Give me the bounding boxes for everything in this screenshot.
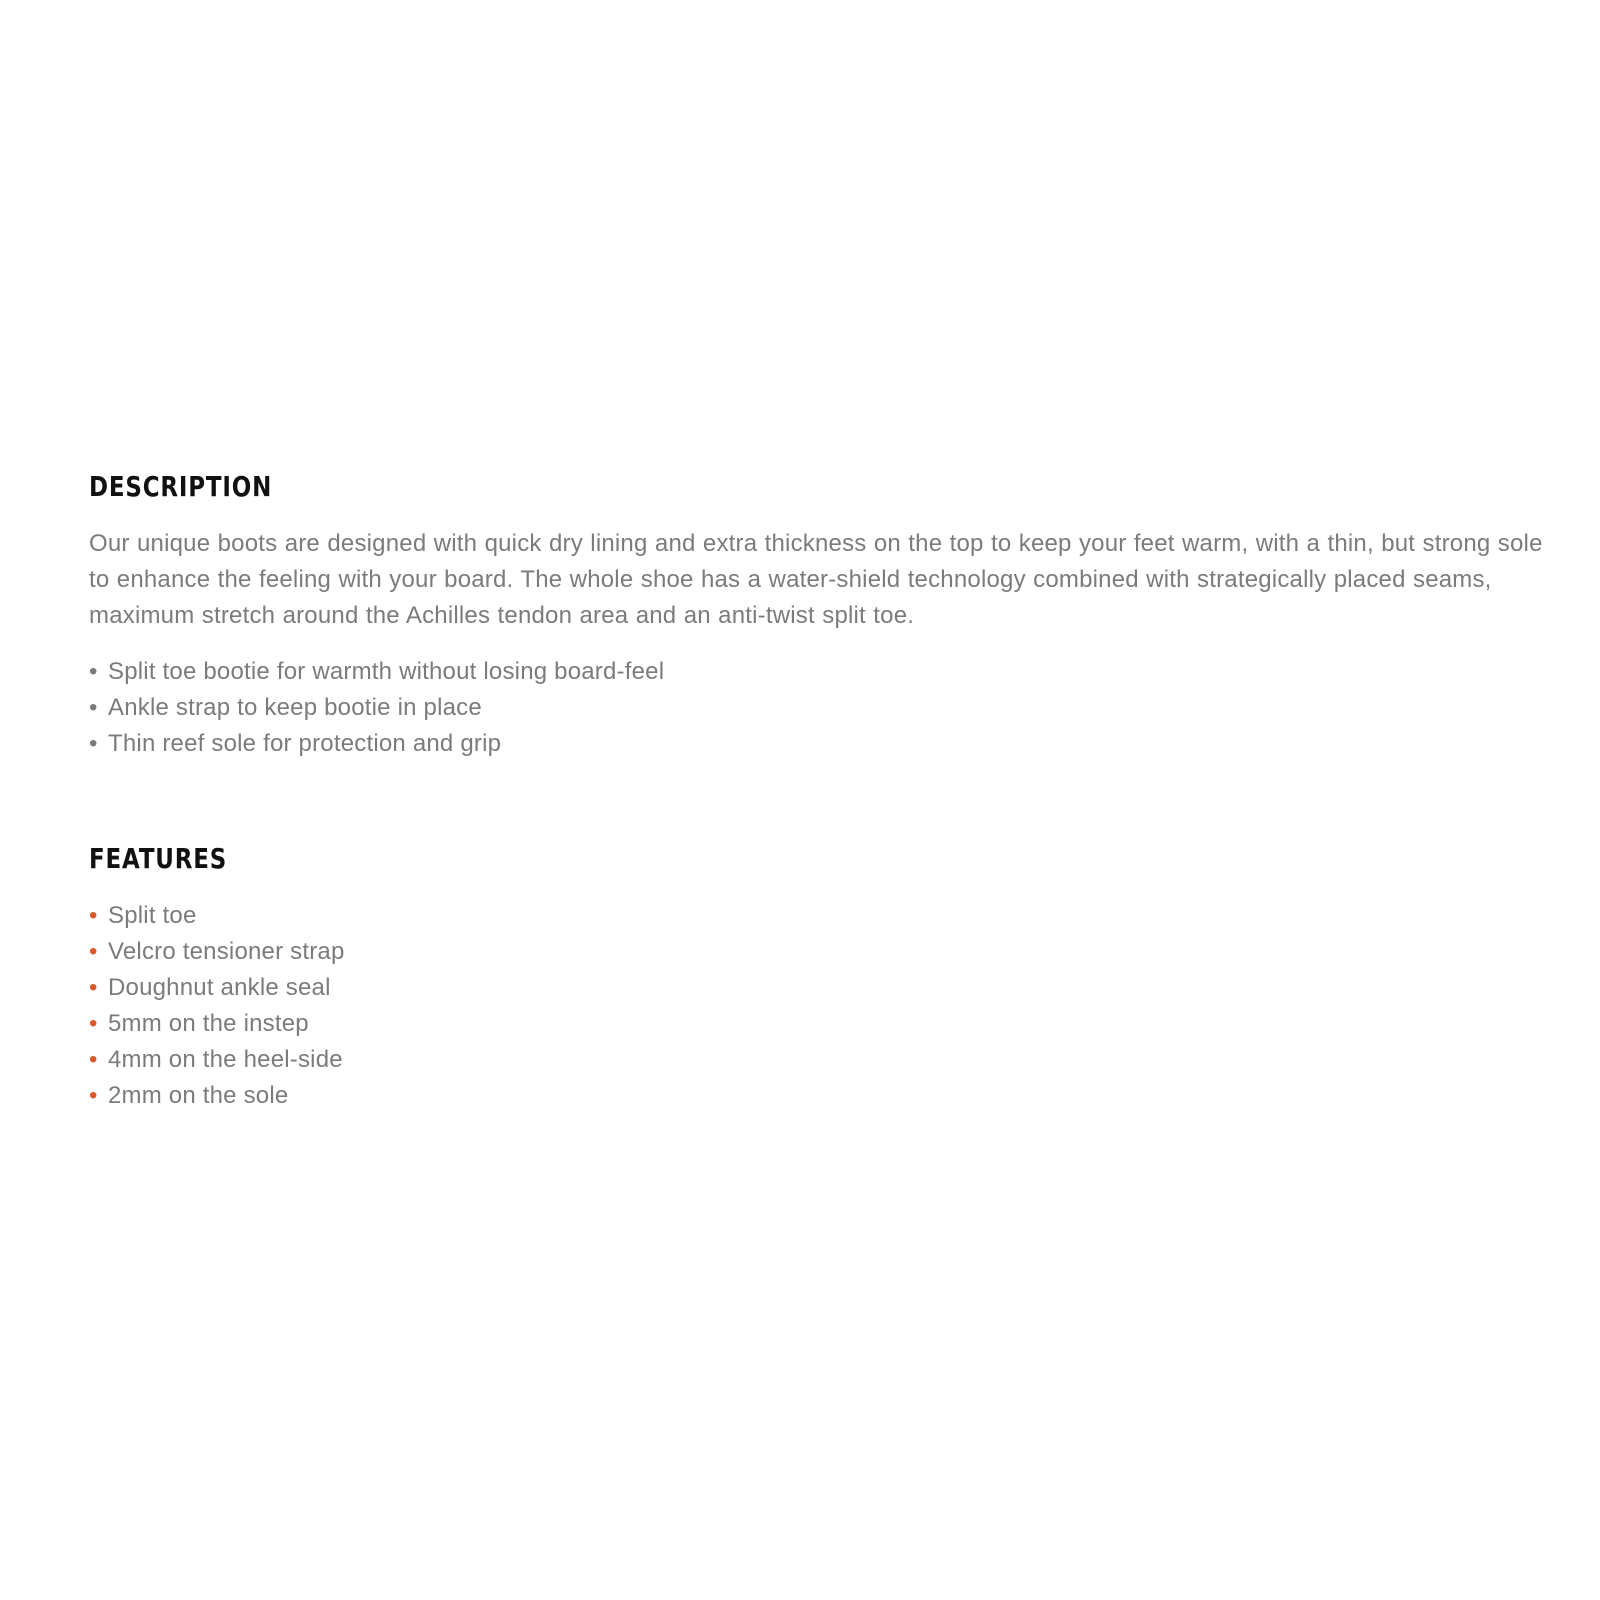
list-item-text: Thin reef sole for protection and grip: [108, 730, 502, 757]
list-item: [89, 898, 1559, 934]
bullet-icon: •: [89, 694, 98, 721]
features-list: [89, 898, 1559, 1114]
list-item: [89, 726, 1559, 762]
list-item-text: Ankle strap to keep bootie in place: [108, 694, 482, 721]
list-item-text: 5mm on the instep: [108, 1010, 309, 1037]
description-paragraph: Our unique boots are designed with quick dry lining and extra thickness on the top to keep your feet warm, with a thin, but strong sole to enhance the feeling with your board. The whole shoe has a water-shield technology combined with strategically placed seams, maximum stretch around the Achilles tendon area and an anti-twist split toe.: [89, 530, 1543, 629]
list-item-text: Split toe: [108, 902, 197, 929]
list-item: [89, 934, 1559, 970]
list-item: [89, 970, 1559, 1006]
bullet-icon: •: [89, 938, 98, 965]
features-section: [89, 842, 1559, 1114]
description-heading: DESCRIPTION: [89, 470, 273, 503]
list-item: [89, 1078, 1559, 1114]
description-section: [89, 470, 1559, 762]
bullet-icon: •: [89, 974, 98, 1001]
list-item-text: Velcro tensioner strap: [108, 938, 345, 965]
features-heading: FEATURES: [89, 842, 228, 875]
list-item-text: Doughnut ankle seal: [108, 974, 331, 1001]
bullet-icon: •: [89, 1082, 98, 1109]
list-item-text: 2mm on the sole: [108, 1082, 289, 1109]
bullet-icon: •: [89, 658, 98, 685]
list-item: [89, 654, 1559, 690]
bullet-icon: •: [89, 1046, 98, 1073]
list-item: [89, 690, 1559, 726]
bullet-icon: •: [89, 902, 98, 929]
list-item: [89, 1042, 1559, 1078]
bullet-icon: •: [89, 730, 98, 757]
list-item: [89, 1006, 1559, 1042]
list-item-text: 4mm on the heel-side: [108, 1046, 343, 1073]
list-item-text: Split toe bootie for warmth without losing board-feel: [108, 658, 665, 685]
bullet-icon: •: [89, 1010, 98, 1037]
description-list: [89, 654, 1559, 762]
